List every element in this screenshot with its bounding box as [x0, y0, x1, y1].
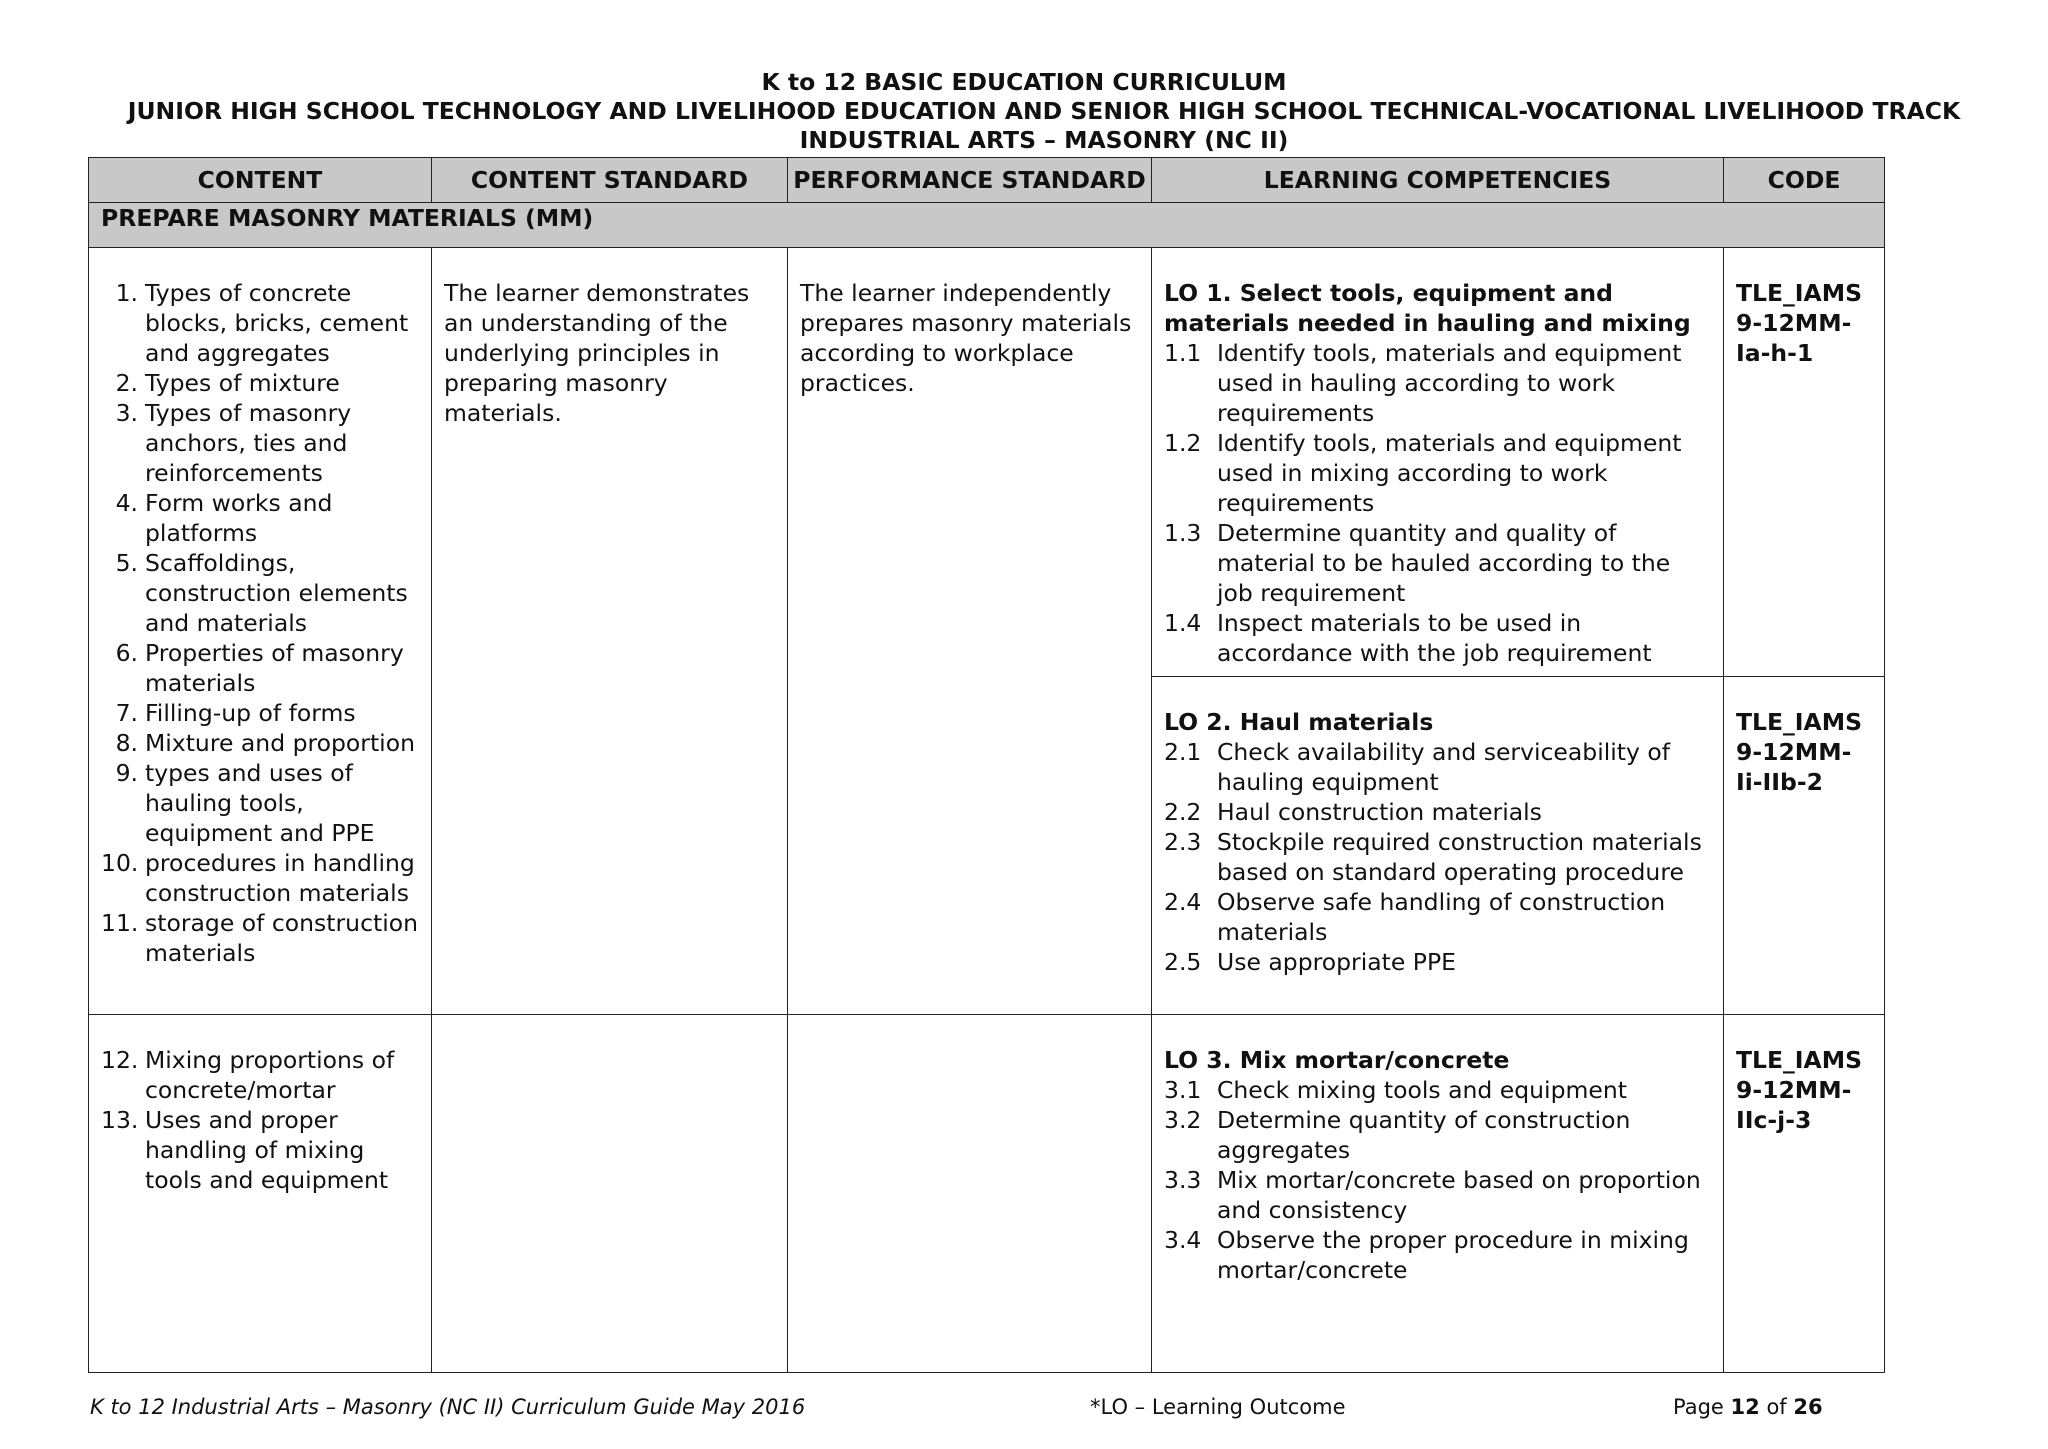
content-standard-cell	[432, 1015, 788, 1373]
list-item: 4. Form works and platforms	[115, 489, 333, 547]
list-item: 1.2 Identify tools, materials and equipment used in mixing according to work requirements	[1164, 429, 1682, 517]
list-item: 2.4 Observe safe handling of construction materials	[1164, 888, 1666, 946]
header-title: K to 12 BASIC EDUCATION CURRICULUM	[761, 68, 1287, 96]
list-item: 6. Properties of masonry materials	[115, 639, 404, 697]
list-item: 8. Mixture and proportion	[115, 729, 415, 757]
content-cell	[89, 1015, 432, 1373]
column-header-performance-standard: PERFORMANCE STANDARD	[788, 158, 1152, 203]
learning-competency-lo3	[1152, 1015, 1724, 1373]
list-item: 11. storage of construction materials	[101, 909, 419, 967]
code-line: 9-12MM-	[1736, 1076, 1852, 1104]
curriculum-table	[88, 157, 1885, 1373]
lo3-title: LO 3. Mix mortar/concrete	[1164, 1046, 1510, 1074]
content-cell	[89, 248, 432, 1015]
list-item: 3.3 Mix mortar/concrete based on proportion and consistency	[1164, 1166, 1701, 1224]
document-header	[0, 68, 2048, 155]
code-line: Ii-IIb-2	[1736, 768, 1823, 796]
code-lo3	[1724, 1015, 1885, 1373]
list-item: 1. Types of concrete blocks, bricks, cement and aggregates	[115, 279, 409, 367]
column-header-code: CODE	[1724, 158, 1885, 203]
lo1-list	[1164, 338, 1711, 668]
content-list	[101, 278, 419, 968]
header-subtitle: JUNIOR HIGH SCHOOL TECHNOLOGY AND LIVELIHOOD EDUCATION AND SENIOR HIGH SCHOOL TECHNICAL-VOCATIONAL LIVELIHOOD TRACK	[127, 97, 1961, 125]
list-item: 1.4 Inspect materials to be used in accordance with the job requirement	[1164, 609, 1652, 667]
performance-standard-cell	[788, 1015, 1152, 1373]
list-item: 2.2 Haul construction materials	[1164, 798, 1542, 826]
code-line: Ia-h-1	[1736, 339, 1814, 367]
lo3-list	[1164, 1075, 1711, 1285]
footer-page-number: Page 12 of 26	[1673, 1395, 1823, 1419]
code-line: 9-12MM-	[1736, 309, 1852, 337]
list-item: 2.1 Check availability and serviceability of hauling equipment	[1164, 738, 1671, 796]
code-line: TLE_IAMS	[1736, 708, 1863, 736]
code-lo1	[1724, 248, 1885, 677]
table-row	[89, 1015, 1885, 1373]
list-item: 12. Mixing proportions of concrete/mortar	[101, 1046, 395, 1104]
column-header-content-standard: CONTENT STANDARD	[432, 158, 788, 203]
section-row	[89, 203, 1885, 248]
table-row	[89, 248, 1885, 677]
list-item: 3.4 Observe the proper procedure in mixing mortar/concrete	[1164, 1226, 1689, 1284]
code-line: IIc-j-3	[1736, 1106, 1812, 1134]
list-item: 1.3 Determine quantity and quality of material to be hauled according to the job requirement	[1164, 519, 1671, 607]
learning-competency-lo2	[1152, 677, 1724, 1015]
list-item: 7. Filling-up of forms	[115, 699, 356, 727]
content-list	[101, 1045, 419, 1195]
code-line: TLE_IAMS	[1736, 279, 1863, 307]
footer-lo-note: *LO – Learning Outcome	[1090, 1395, 1346, 1419]
performance-standard-cell: The learner independently prepares masonry materials according to workplace practices.	[788, 248, 1152, 1015]
list-item: 3.2 Determine quantity of construction aggregates	[1164, 1106, 1631, 1164]
column-header-learning-competencies: LEARNING COMPETENCIES	[1152, 158, 1724, 203]
column-header-content: CONTENT	[89, 158, 432, 203]
code-line: 9-12MM-	[1736, 738, 1852, 766]
list-item: 1.1 Identify tools, materials and equipment used in hauling according to work requirements	[1164, 339, 1682, 427]
table-header-row	[89, 158, 1885, 203]
code-line: TLE_IAMS	[1736, 1046, 1863, 1074]
section-title: PREPARE MASONRY MATERIALS (MM)	[89, 203, 1885, 248]
list-item: 9. types and uses of hauling tools, equipment and PPE	[115, 759, 375, 847]
list-item: 2. Types of mixture	[115, 369, 340, 397]
content-standard-cell: The learner demonstrates an understanding of the underlying principles in preparing masonry materials.	[432, 248, 788, 1015]
list-item: 13. Uses and proper handling of mixing tools and equipment	[101, 1106, 389, 1194]
list-item: 10. procedures in handling construction materials	[101, 849, 415, 907]
lo2-title: LO 2. Haul materials	[1164, 708, 1434, 736]
learning-competency-lo1	[1152, 248, 1724, 677]
lo2-list	[1164, 737, 1711, 977]
header-program: INDUSTRIAL ARTS – MASONRY (NC II)	[799, 126, 1289, 154]
list-item: 2.5 Use appropriate PPE	[1164, 948, 1456, 976]
lo1-title: LO 1. Select tools, equipment and materials needed in hauling and mixing	[1164, 279, 1691, 337]
list-item: 5. Scaffoldings, construction elements and materials	[115, 549, 408, 637]
list-item: 3. Types of masonry anchors, ties and reinforcements	[115, 399, 352, 487]
list-item: 3.1 Check mixing tools and equipment	[1164, 1076, 1627, 1104]
list-item: 2.3 Stockpile required construction materials based on standard operating procedure	[1164, 828, 1702, 886]
footer-document-title: K to 12 Industrial Arts – Masonry (NC II) Curriculum Guide May 2016	[90, 1395, 806, 1419]
code-lo2	[1724, 677, 1885, 1015]
